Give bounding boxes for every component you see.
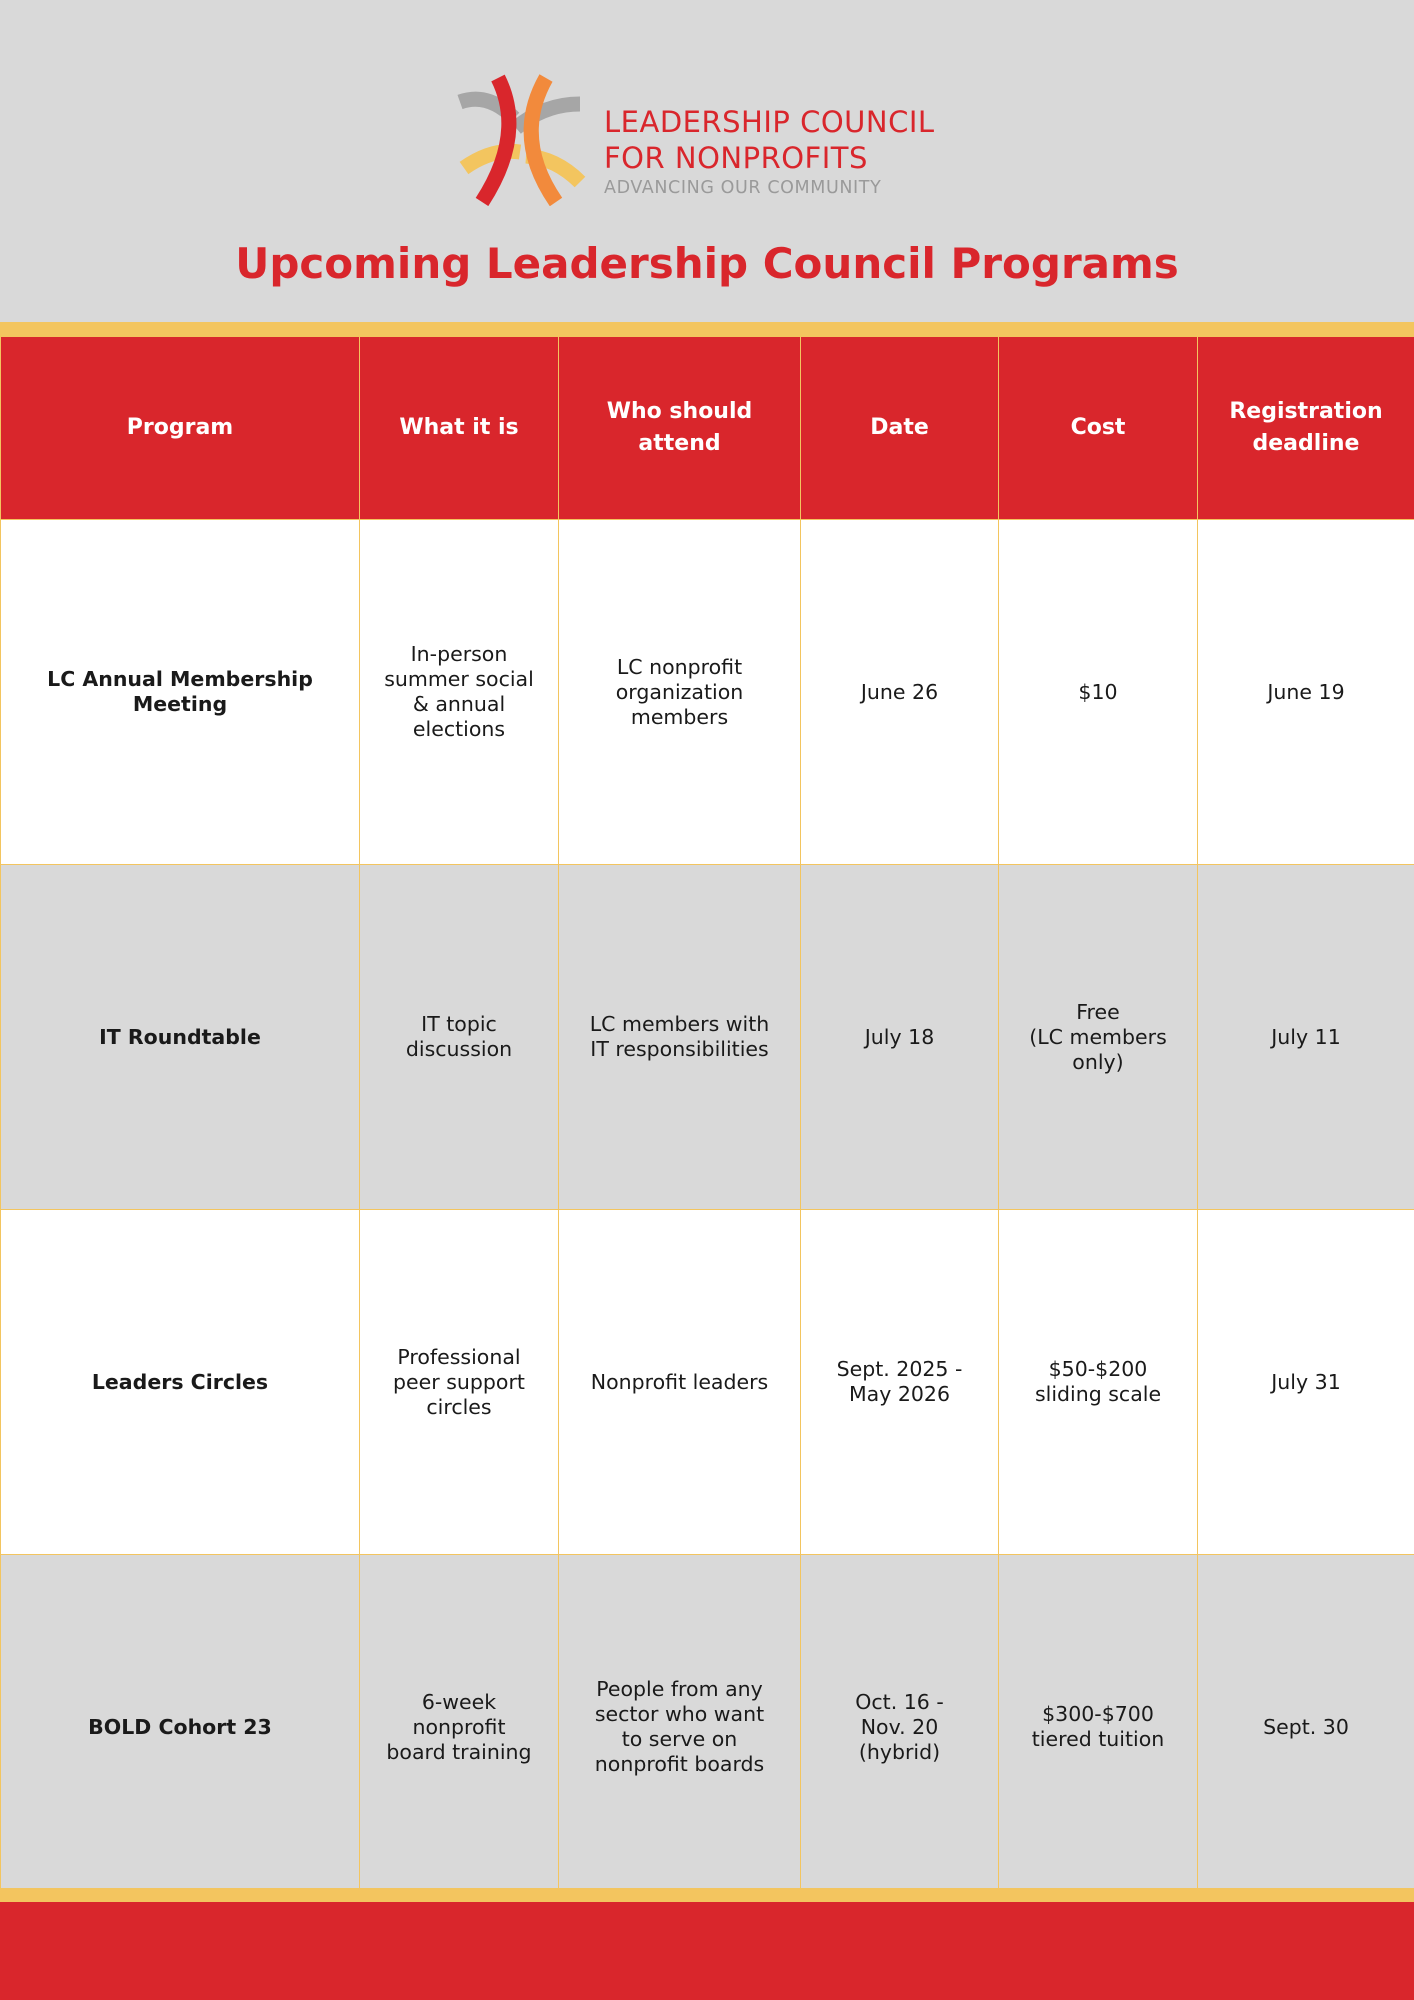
programs-table [0,336,1414,1900]
who-cell: Nonprofit leaders [559,1210,801,1555]
who-cell: People from any sector who want to serve on nonprofit boards [559,1555,801,1900]
header-registration-deadline: Registration deadline [1198,337,1414,520]
what-cell: In-person summer social & annual elections [360,520,559,865]
logo-wordmark [604,104,935,198]
logo-line-2: FOR NONPROFITS [604,141,868,175]
page-header [0,0,1414,322]
program-cell: LC Annual Membership Meeting [1,520,360,865]
table-row [1,1210,1414,1555]
program-cell: IT Roundtable [1,865,360,1210]
what-cell: IT topic discussion [360,865,559,1210]
table-row [1,865,1414,1210]
who-cell: LC nonprofit organization members [559,520,801,865]
what-cell: 6-week nonprofit board training [360,1555,559,1900]
deadline-cell: July 31 [1198,1210,1414,1555]
table-row [1,1555,1414,1900]
cost-cell: $50-$200 sliding scale [999,1210,1198,1555]
what-cell: Professional peer support circles [360,1210,559,1555]
date-cell: Oct. 16 - Nov. 20 (hybrid) [801,1555,999,1900]
header-what-it-is: What it is [360,337,559,520]
logo-mark-icon [456,74,586,206]
deadline-cell: June 19 [1198,520,1414,865]
date-cell: Sept. 2025 - May 2026 [801,1210,999,1555]
deadline-cell: Sept. 30 [1198,1555,1414,1900]
footer-band [0,1902,1414,2000]
cost-cell: $300-$700 tiered tuition [999,1555,1198,1900]
header-program: Program [1,337,360,520]
logo-line-1: LEADERSHIP COUNCIL [604,105,935,139]
header-date: Date [801,337,999,520]
header-who-should-attend: Who should attend [559,337,801,520]
deadline-cell: July 11 [1198,865,1414,1210]
date-cell: June 26 [801,520,999,865]
table-row [1,520,1414,865]
cost-cell: $10 [999,520,1198,865]
header-cost: Cost [999,337,1198,520]
cost-cell: Free (LC members only) [999,865,1198,1210]
logo-tagline: ADVANCING OUR COMMUNITY [604,178,882,198]
organization-logo [456,74,956,206]
top-accent-stripe [0,322,1414,336]
date-cell: July 18 [801,865,999,1210]
table-header-row [1,337,1414,520]
who-cell: LC members with IT responsibilities [559,865,801,1210]
program-cell: BOLD Cohort 23 [1,1555,360,1900]
program-cell: Leaders Circles [1,1210,360,1555]
page-title: Upcoming Leadership Council Programs [235,239,1179,288]
bottom-accent-stripe [0,1888,1414,1902]
